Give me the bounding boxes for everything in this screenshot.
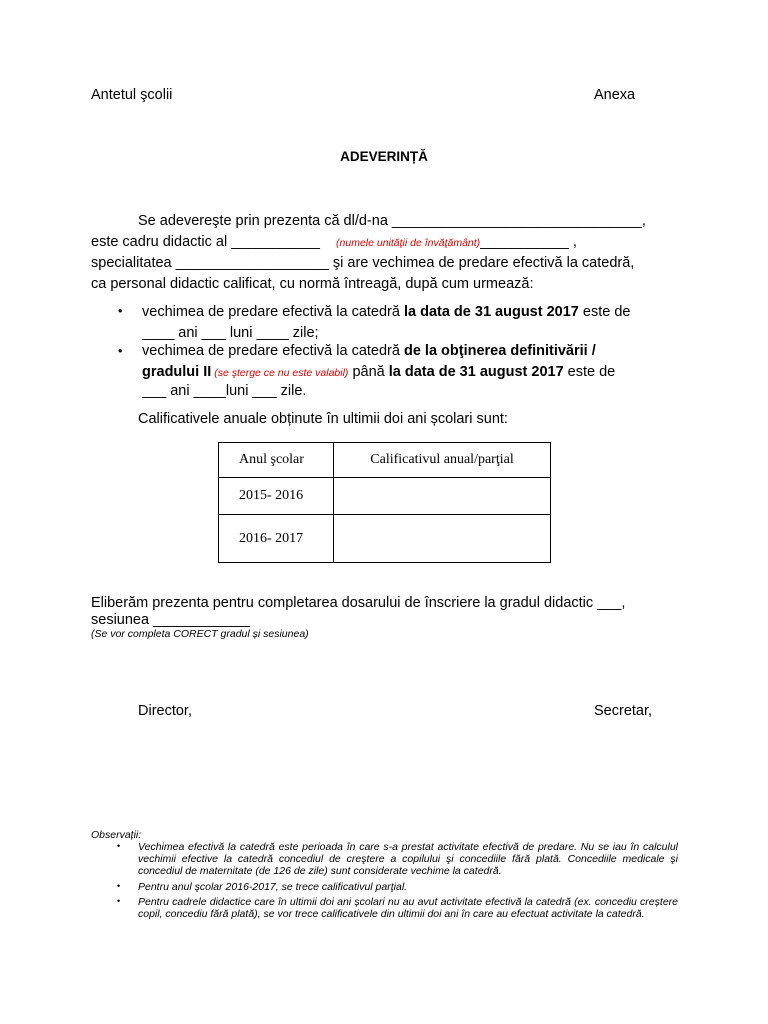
release-line-1: Eliberăm prezenta pentru completarea dosarului de înscriere la gradul didactic ___, [91, 595, 626, 611]
table-cell-year: 2015- 2016 [219, 478, 334, 515]
intro-line-2-a: este cadru didactic al ___________ [91, 234, 320, 250]
bullet-2-tail: este de [563, 364, 616, 380]
release-note: (Se vor completa CORECT gradul și sesiunea) [91, 628, 309, 640]
bullet-2-hint: (se şterge ce nu este valabil) [211, 367, 349, 379]
intro-line-2 [91, 232, 678, 254]
bullet-dot: • [117, 841, 121, 851]
document-title: ADEVERINȚĂ [340, 149, 428, 164]
bullet-dot: • [117, 896, 121, 906]
table-header-row [219, 443, 551, 478]
table-row [219, 515, 551, 563]
bullet-2-grade: gradului II [142, 364, 212, 380]
bullet-2-definitivat: de la obţinerea definitivării / [403, 343, 596, 359]
intro-line-3: specialitatea ___________________ şi are vechimea de predare efectivă la catedră, [91, 255, 635, 271]
intro-line-2-b: ___________ , [480, 234, 577, 250]
bullet-1-tail: este de [578, 304, 631, 320]
bullet-1-text: vechimea de predare efectivă la catedră [142, 304, 404, 320]
intro-line-1: Se adevereşte prin prezenta că dl/d-na _______________________________, [138, 213, 646, 229]
bullet-2-line-3: ___ ani ____luni ___ zile. [142, 383, 307, 399]
observation-item: Vechimea efectivă la catedră este perioada în care s-a prestat activitate efectivă de predare. Nu se iau în calculul vechimii efective la catedră concediul de creştere a copilului şi concediile fără plată. Concediile medicale şi concediul de maternitate (de 126 de zile) sunt considerate vechime la catedră. [138, 841, 678, 877]
observation-item: Pentru cadrele didactice care în ultimii doi ani școlari nu au avut activitate efectivă la catedră (ex. concediu creștere copil, concediu fără plată), se vor trece calificativele din ultimii doi ani în care au efectuat activitate la catedră. [138, 896, 678, 920]
bullet-2-line-1 [142, 341, 678, 362]
bullet-dot: • [117, 881, 121, 891]
calif-intro: Calificativele anuale obținute în ultimii doi ani școlari sunt: [138, 411, 508, 427]
table-row [219, 478, 551, 515]
bullet-dot: • [118, 303, 123, 318]
school-header-label: Antetul şcolii [91, 87, 173, 103]
secretary-signature-label: Secretar, [594, 703, 653, 719]
bullet-2-until: până [348, 364, 389, 380]
table-cell-year: 2016- 2017 [219, 515, 334, 563]
intro-line-4: ca personal didactic calificat, cu normă întreagă, după cum urmează: [91, 276, 534, 292]
table-header-calif: Calificativul anual/parţial [334, 443, 551, 478]
school-name-hint: (numele unităţii de învăţământ) [336, 237, 481, 249]
bullet-2-text: vechimea de predare efectivă la catedră [142, 343, 404, 359]
bullet-2-date: la data de 31 august 2017 [388, 364, 564, 380]
table-cell-calif [334, 515, 551, 563]
table-header-year: Anul şcolar [219, 443, 334, 478]
bullet-1-line-2: ____ ani ___ luni ____ zile; [142, 325, 319, 341]
release-line-2: sesiunea ____________ [91, 612, 250, 628]
bullet-1-date: la data de 31 august 2017 [403, 304, 579, 320]
director-signature-label: Director, [138, 703, 192, 719]
calif-table [218, 442, 551, 563]
observation-item: Pentru anul şcolar 2016-2017, se trece calificativul parţial. [138, 881, 408, 893]
annex-label: Anexa [594, 87, 636, 103]
bullet-dot: • [118, 343, 123, 358]
observations-title: Observații: [91, 829, 142, 841]
table-cell-calif [334, 478, 551, 515]
bullet-1-line-1 [142, 302, 678, 323]
